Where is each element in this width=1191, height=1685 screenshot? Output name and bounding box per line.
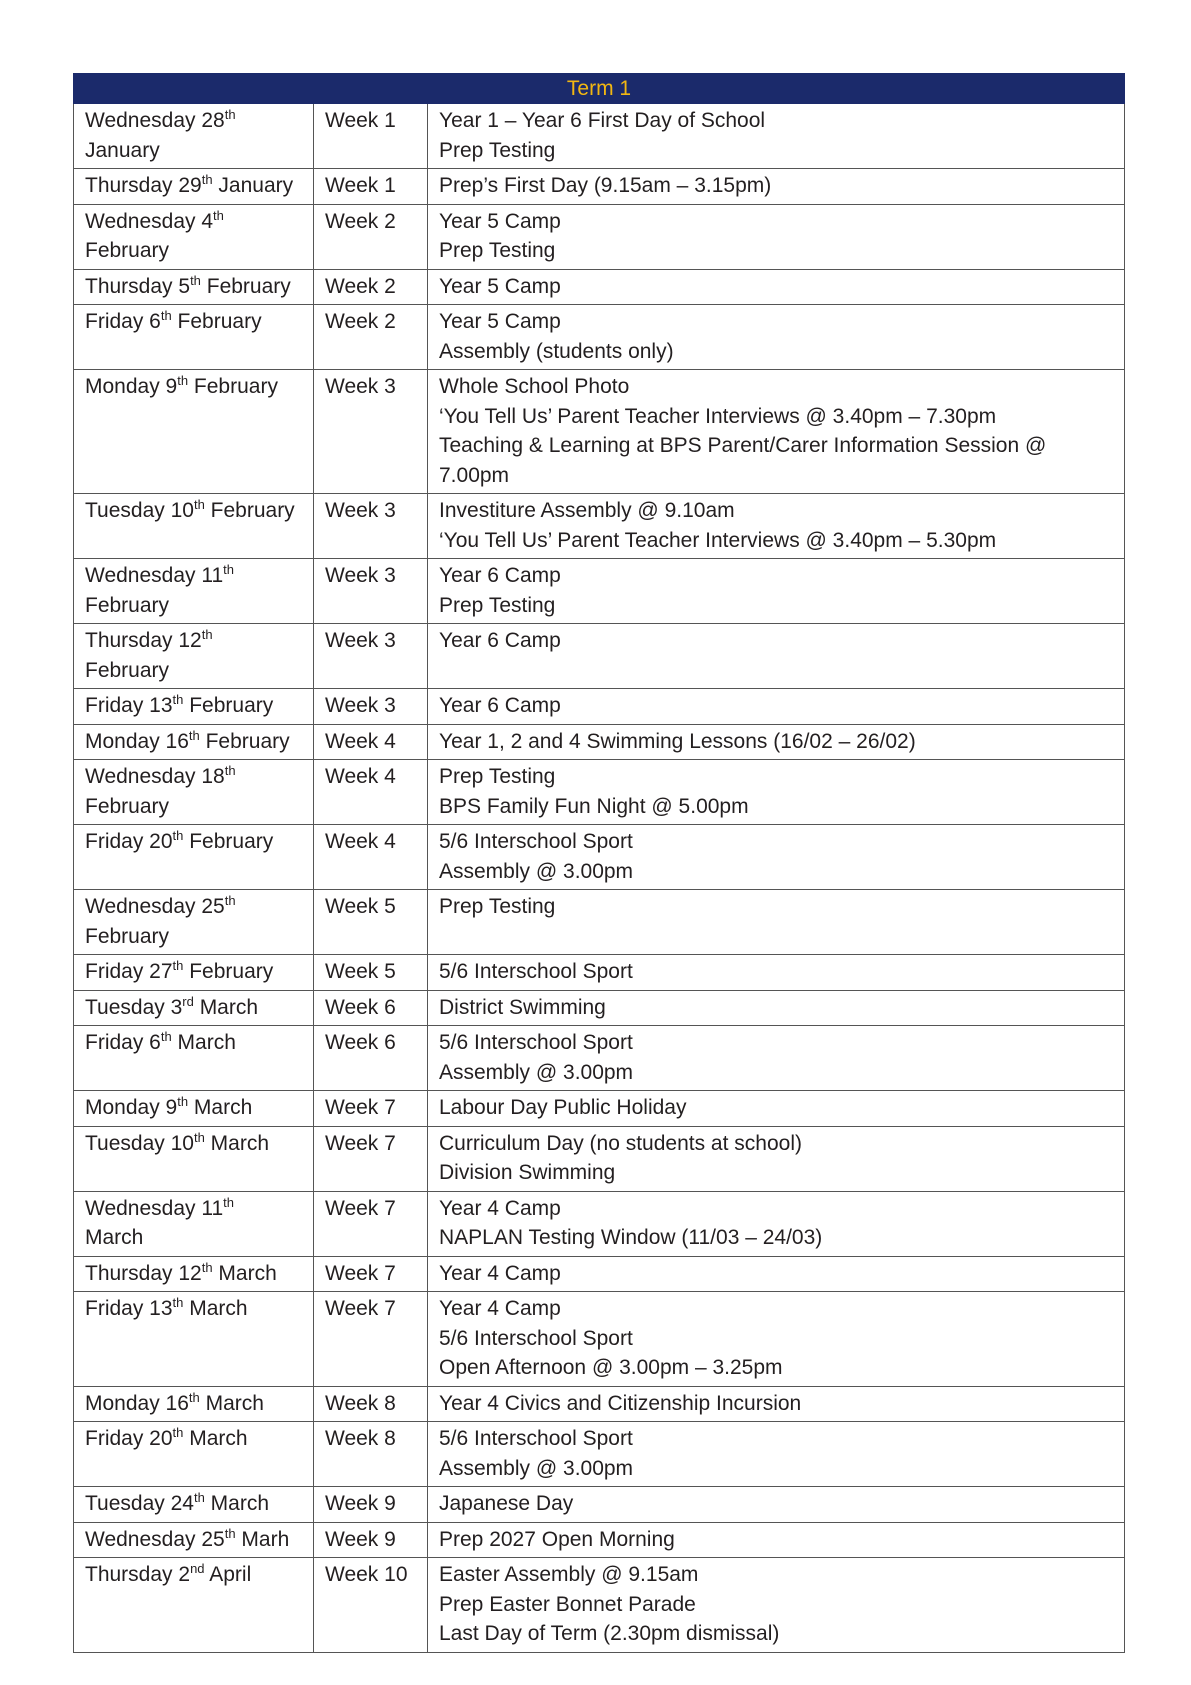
date-cell bbox=[74, 1026, 314, 1091]
date-month: February bbox=[189, 830, 274, 853]
week-cell: Week 8 bbox=[314, 1386, 428, 1422]
event-item: Prep Testing bbox=[439, 138, 556, 162]
date-cell bbox=[74, 1522, 314, 1558]
week-cell: Week 2 bbox=[314, 204, 428, 269]
date-month: March bbox=[189, 1427, 248, 1450]
date-month: January bbox=[85, 138, 160, 162]
term-header-row bbox=[74, 74, 1125, 104]
event-item: Open Afternoon @ 3.00pm – 3.25pm bbox=[439, 1356, 783, 1379]
event-item: Year 5 Camp bbox=[439, 209, 561, 233]
date-cell bbox=[74, 1487, 314, 1523]
date-month: March bbox=[205, 1391, 264, 1415]
date-month: February bbox=[85, 794, 170, 818]
event-item: Prep 2027 Open Morning bbox=[439, 1527, 675, 1551]
table-row bbox=[74, 204, 1125, 269]
date-month: February bbox=[189, 694, 274, 717]
event-item: Prep Testing bbox=[439, 895, 556, 918]
table-row bbox=[74, 724, 1125, 760]
event-item: Division Swimming bbox=[439, 1161, 616, 1184]
date-ordinal: th bbox=[160, 308, 172, 323]
event-item: Year 6 Camp bbox=[439, 629, 561, 652]
event-item: Last Day of Term (2.30pm dismissal) bbox=[439, 1622, 780, 1645]
event-item: ‘You Tell Us’ Parent Teacher Interviews @ 3.40pm – 7.30pm bbox=[439, 404, 997, 428]
table-row bbox=[74, 1386, 1125, 1422]
week-cell: Week 1 bbox=[314, 169, 428, 205]
date-ordinal: th bbox=[223, 562, 234, 577]
event-item: 5/6 Interschool Sport bbox=[439, 1031, 633, 1054]
date-cell bbox=[74, 104, 314, 169]
date-day: Friday 20 bbox=[85, 830, 173, 853]
date-day: Wednesday 18 bbox=[85, 765, 225, 788]
events-cell bbox=[428, 724, 1125, 760]
date-cell bbox=[74, 689, 314, 725]
date-day: Monday 16 bbox=[85, 729, 189, 753]
date-cell bbox=[74, 370, 314, 494]
date-ordinal: th bbox=[224, 893, 236, 908]
table-row bbox=[74, 1487, 1125, 1523]
table-row bbox=[74, 1292, 1125, 1387]
date-day: Friday 13 bbox=[85, 1297, 173, 1320]
events-cell bbox=[428, 269, 1125, 305]
event-item: Prep Easter Bonnet Parade bbox=[439, 1592, 696, 1616]
events-cell bbox=[428, 104, 1125, 169]
date-day: Wednesday 25 bbox=[85, 895, 225, 918]
table-row bbox=[74, 689, 1125, 725]
events-cell bbox=[428, 990, 1125, 1026]
date-day: Friday 6 bbox=[85, 310, 161, 333]
events-cell bbox=[428, 689, 1125, 725]
week-cell: Week 7 bbox=[314, 1292, 428, 1387]
date-ordinal: th bbox=[201, 1259, 213, 1275]
event-item: 5/6 Interschool Sport bbox=[439, 830, 633, 853]
week-cell: Week 10 bbox=[314, 1558, 428, 1653]
event-item: 5/6 Interschool Sport bbox=[439, 1326, 633, 1350]
date-month: January bbox=[218, 174, 294, 197]
event-item: Year 1 – Year 6 First Day of School bbox=[439, 109, 766, 132]
event-item: Prep Testing bbox=[439, 593, 556, 617]
week-cell: Week 3 bbox=[314, 370, 428, 494]
date-cell bbox=[74, 204, 314, 269]
events-cell bbox=[428, 1558, 1125, 1653]
date-cell bbox=[74, 724, 314, 760]
table-row bbox=[74, 990, 1125, 1026]
date-cell bbox=[74, 1292, 314, 1387]
date-month: March bbox=[218, 1261, 277, 1285]
date-day: Wednesday 4 bbox=[85, 209, 214, 233]
date-month: February bbox=[85, 239, 170, 262]
date-ordinal: th bbox=[193, 497, 205, 512]
event-item: Year 4 Camp bbox=[439, 1297, 561, 1320]
table-row bbox=[74, 760, 1125, 825]
date-month: February bbox=[85, 658, 170, 682]
date-month: February bbox=[205, 729, 290, 753]
date-day: Thursday 12 bbox=[85, 629, 202, 652]
week-cell: Week 8 bbox=[314, 1422, 428, 1487]
event-item: Prep Testing bbox=[439, 765, 556, 788]
date-day: Tuesday 10 bbox=[85, 1131, 194, 1155]
event-item: Prep’s First Day (9.15am – 3.15pm) bbox=[439, 174, 772, 197]
date-day: Wednesday 11 bbox=[85, 564, 224, 587]
date-month: February bbox=[210, 499, 295, 522]
event-item: Assembly @ 3.00pm bbox=[439, 859, 634, 883]
table-row bbox=[74, 1522, 1125, 1558]
date-cell bbox=[74, 494, 314, 559]
week-cell: Week 7 bbox=[314, 1191, 428, 1256]
table-row bbox=[74, 890, 1125, 955]
date-day: Wednesday 25 bbox=[85, 1527, 225, 1551]
date-ordinal: th bbox=[188, 727, 200, 743]
date-month: February bbox=[177, 310, 262, 333]
date-ordinal: th bbox=[172, 1425, 184, 1440]
date-cell bbox=[74, 269, 314, 305]
date-ordinal: th bbox=[177, 373, 189, 388]
events-cell bbox=[428, 1191, 1125, 1256]
table-row bbox=[74, 305, 1125, 370]
table-row bbox=[74, 104, 1125, 169]
week-cell: Week 3 bbox=[314, 559, 428, 624]
week-cell: Week 7 bbox=[314, 1126, 428, 1191]
date-month: February bbox=[189, 960, 274, 983]
date-ordinal: rd bbox=[182, 993, 194, 1009]
date-cell bbox=[74, 990, 314, 1026]
events-cell bbox=[428, 370, 1125, 494]
date-ordinal: th bbox=[193, 1129, 205, 1145]
date-cell bbox=[74, 1126, 314, 1191]
event-item: Year 5 Camp bbox=[439, 310, 561, 333]
date-ordinal: th bbox=[224, 1525, 236, 1541]
event-item: Year 5 Camp bbox=[439, 274, 561, 298]
date-cell bbox=[74, 1386, 314, 1422]
event-item: District Swimming bbox=[439, 995, 606, 1019]
event-item: Assembly @ 3.00pm bbox=[439, 1060, 634, 1084]
date-month: March bbox=[199, 995, 259, 1019]
date-cell bbox=[74, 760, 314, 825]
table-row bbox=[74, 559, 1125, 624]
week-cell: Week 6 bbox=[314, 990, 428, 1026]
week-cell: Week 9 bbox=[314, 1487, 428, 1523]
week-cell: Week 5 bbox=[314, 890, 428, 955]
date-day: Thursday 2 bbox=[85, 1563, 191, 1586]
date-month: March bbox=[85, 1226, 144, 1249]
date-day: Friday 20 bbox=[85, 1427, 173, 1450]
date-day: Monday 9 bbox=[85, 1096, 178, 1119]
events-cell bbox=[428, 1256, 1125, 1292]
event-item: Investiture Assembly @ 9.10am bbox=[439, 499, 735, 522]
week-cell: Week 7 bbox=[314, 1091, 428, 1127]
event-item: Year 4 Camp bbox=[439, 1196, 561, 1220]
term-calendar-table bbox=[73, 73, 1125, 1653]
week-cell: Week 5 bbox=[314, 955, 428, 991]
events-cell bbox=[428, 494, 1125, 559]
week-cell: Week 2 bbox=[314, 269, 428, 305]
date-month: February bbox=[85, 593, 170, 617]
date-cell bbox=[74, 169, 314, 205]
week-cell: Week 3 bbox=[314, 689, 428, 725]
event-item: Whole School Photo bbox=[439, 375, 630, 398]
week-cell: Week 7 bbox=[314, 1256, 428, 1292]
events-cell bbox=[428, 760, 1125, 825]
date-cell bbox=[74, 559, 314, 624]
date-cell bbox=[74, 1558, 314, 1653]
term-title: Term 1 bbox=[74, 74, 1125, 104]
table-row bbox=[74, 269, 1125, 305]
event-item: BPS Family Fun Night @ 5.00pm bbox=[439, 794, 749, 818]
date-day: Friday 13 bbox=[85, 694, 173, 717]
date-ordinal: th bbox=[172, 958, 184, 973]
date-ordinal: th bbox=[223, 1194, 234, 1210]
table-row bbox=[74, 1422, 1125, 1487]
date-ordinal: th bbox=[213, 207, 224, 223]
table-row bbox=[74, 370, 1125, 494]
date-ordinal: th bbox=[188, 1389, 200, 1405]
events-cell bbox=[428, 624, 1125, 689]
event-item: ‘You Tell Us’ Parent Teacher Interviews @ 3.40pm – 5.30pm bbox=[439, 528, 997, 552]
week-cell: Week 4 bbox=[314, 760, 428, 825]
events-cell bbox=[428, 1126, 1125, 1191]
week-cell: Week 3 bbox=[314, 624, 428, 689]
date-ordinal: th bbox=[201, 627, 213, 642]
table-row bbox=[74, 825, 1125, 890]
event-item: Year 6 Camp bbox=[439, 564, 561, 587]
week-cell: Week 6 bbox=[314, 1026, 428, 1091]
event-item: Year 6 Camp bbox=[439, 694, 561, 717]
date-day: Monday 9 bbox=[85, 375, 178, 398]
date-ordinal: th bbox=[224, 763, 236, 778]
table-row bbox=[74, 1558, 1125, 1653]
date-day: Thursday 29 bbox=[85, 174, 202, 197]
date-ordinal: th bbox=[201, 172, 213, 187]
date-month: February bbox=[193, 375, 278, 398]
table-row bbox=[74, 624, 1125, 689]
date-cell bbox=[74, 1256, 314, 1292]
events-cell bbox=[428, 955, 1125, 991]
event-item: Year 4 Civics and Citizenship Incursion bbox=[439, 1391, 802, 1415]
date-day: Tuesday 3 bbox=[85, 995, 183, 1019]
events-cell bbox=[428, 890, 1125, 955]
events-cell bbox=[428, 204, 1125, 269]
event-item: Teaching & Learning at BPS Parent/Carer Information Session @ 7.00pm bbox=[439, 434, 1047, 487]
date-day: Wednesday 28 bbox=[85, 109, 225, 132]
events-cell bbox=[428, 1422, 1125, 1487]
events-cell bbox=[428, 559, 1125, 624]
date-ordinal: th bbox=[224, 107, 236, 122]
date-month: March bbox=[210, 1131, 270, 1155]
date-day: Tuesday 10 bbox=[85, 499, 194, 522]
events-cell bbox=[428, 825, 1125, 890]
week-cell: Week 4 bbox=[314, 724, 428, 760]
table-row bbox=[74, 1256, 1125, 1292]
date-ordinal: th bbox=[172, 692, 184, 707]
events-cell bbox=[428, 305, 1125, 370]
date-ordinal: th bbox=[177, 1094, 189, 1109]
events-cell bbox=[428, 1487, 1125, 1523]
events-cell bbox=[428, 1522, 1125, 1558]
date-cell bbox=[74, 624, 314, 689]
event-item: NAPLAN Testing Window (11/03 – 24/03) bbox=[439, 1226, 823, 1249]
date-day: Thursday 5 bbox=[85, 274, 191, 298]
event-item: Labour Day Public Holiday bbox=[439, 1096, 687, 1119]
table-row bbox=[74, 169, 1125, 205]
date-cell bbox=[74, 1091, 314, 1127]
date-month: March bbox=[193, 1096, 253, 1119]
date-ordinal: th bbox=[172, 1295, 184, 1310]
date-ordinal: nd bbox=[190, 1561, 205, 1576]
event-item: Prep Testing bbox=[439, 239, 556, 262]
date-month: April bbox=[209, 1563, 252, 1586]
date-day: Friday 6 bbox=[85, 1031, 161, 1054]
date-day: Thursday 12 bbox=[85, 1261, 202, 1285]
date-cell bbox=[74, 1422, 314, 1487]
date-month: March bbox=[177, 1031, 236, 1054]
date-ordinal: th bbox=[172, 828, 184, 843]
date-day: Wednesday 11 bbox=[85, 1196, 224, 1220]
week-cell: Week 9 bbox=[314, 1522, 428, 1558]
event-item: 5/6 Interschool Sport bbox=[439, 960, 633, 983]
date-cell bbox=[74, 305, 314, 370]
events-cell bbox=[428, 1292, 1125, 1387]
date-cell bbox=[74, 825, 314, 890]
table-row bbox=[74, 1126, 1125, 1191]
event-item: 5/6 Interschool Sport bbox=[439, 1427, 633, 1450]
table-row bbox=[74, 1191, 1125, 1256]
date-ordinal: th bbox=[193, 1490, 205, 1505]
date-day: Monday 16 bbox=[85, 1391, 189, 1415]
table-row bbox=[74, 955, 1125, 991]
date-day: Friday 27 bbox=[85, 960, 173, 983]
week-cell: Week 2 bbox=[314, 305, 428, 370]
events-cell bbox=[428, 1386, 1125, 1422]
table-row bbox=[74, 1026, 1125, 1091]
event-item: Japanese Day bbox=[439, 1492, 574, 1515]
week-cell: Week 3 bbox=[314, 494, 428, 559]
date-ordinal: th bbox=[160, 1029, 172, 1044]
table-row bbox=[74, 1091, 1125, 1127]
event-item: Year 1, 2 and 4 Swimming Lessons (16/02 – 26/02) bbox=[439, 729, 916, 753]
events-cell bbox=[428, 1026, 1125, 1091]
event-item: Assembly (students only) bbox=[439, 339, 674, 363]
date-cell bbox=[74, 1191, 314, 1256]
calendar-body bbox=[74, 104, 1125, 1653]
date-cell bbox=[74, 955, 314, 991]
events-cell bbox=[428, 169, 1125, 205]
date-day: Tuesday 24 bbox=[85, 1492, 194, 1515]
event-item: Curriculum Day (no students at school) bbox=[439, 1131, 802, 1155]
date-month: March bbox=[210, 1492, 270, 1515]
event-item: Assembly @ 3.00pm bbox=[439, 1456, 634, 1480]
date-month: Marh bbox=[241, 1527, 290, 1551]
event-item: Easter Assembly @ 9.15am bbox=[439, 1563, 699, 1586]
week-cell: Week 1 bbox=[314, 104, 428, 169]
date-month: February bbox=[206, 274, 291, 298]
table-row bbox=[74, 494, 1125, 559]
week-cell: Week 4 bbox=[314, 825, 428, 890]
date-month: March bbox=[189, 1297, 248, 1320]
event-item: Year 4 Camp bbox=[439, 1261, 561, 1285]
date-month: February bbox=[85, 924, 170, 948]
events-cell bbox=[428, 1091, 1125, 1127]
date-ordinal: th bbox=[190, 272, 201, 288]
date-cell bbox=[74, 890, 314, 955]
